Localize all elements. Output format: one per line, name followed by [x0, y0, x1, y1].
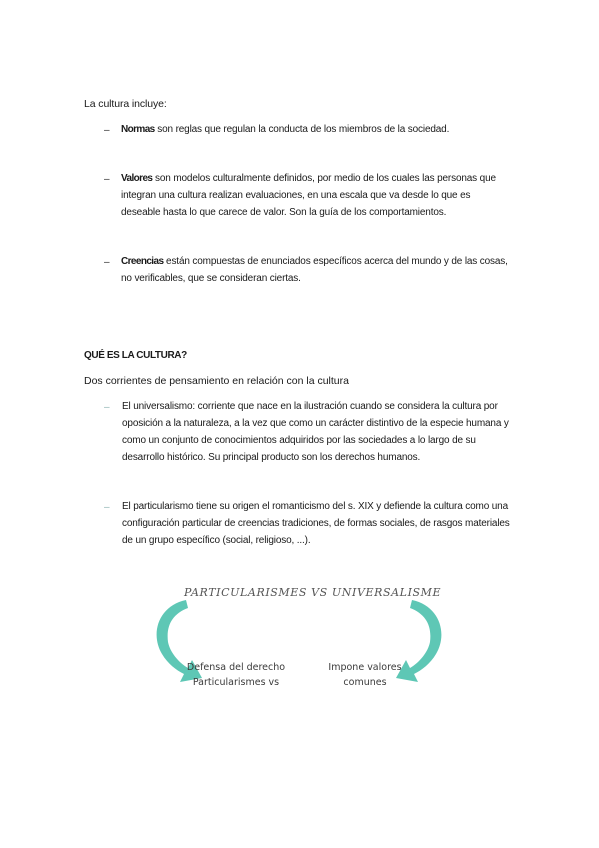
- particularismo-text: El particularismo tiene su origen el romanticismo del s. XIX y defiende la cultura como una configuración particular de creencias tradiciones, de formas sociales, de rasgos materiales de un grupo específico (social, religioso, ...).: [122, 501, 510, 546]
- dash-bullet: –: [104, 502, 110, 513]
- term-creencias: Creencias: [121, 256, 164, 267]
- universalismo-text: El universalismo: corriente que nace en la ilustración cuando se considera la cultura por oposición a la naturaleza, a la vez que como un carácter distintivo de la especie humana y como un conjunto de conocimientos adquiridos por las sociedades a lo largo de su desarrollo histórico. Su principal producto son los derechos humanos.: [122, 401, 509, 463]
- term-valores: Valores: [121, 173, 153, 184]
- left-label-line-1: Defensa del derecho: [186, 662, 286, 673]
- dash-bullet: –: [104, 257, 110, 268]
- left-label-line-2: Particularismes vs: [192, 677, 280, 688]
- list-item-text: [121, 121, 516, 138]
- list-item-text: [121, 170, 501, 221]
- definition-normas: son reglas que regulan la conducta de los miembros de la sociedad.: [154, 124, 450, 135]
- term-normas: Normas: [121, 124, 155, 135]
- right-label-line-2: comunes: [343, 677, 387, 688]
- list-item-text: [121, 253, 516, 287]
- right-label: [320, 660, 410, 690]
- dash-bullet: –: [104, 402, 110, 413]
- intro-text: La cultura incluye:: [84, 98, 167, 110]
- diagram-title: PARTICULARISMES VS UNIVERSALISME: [184, 586, 442, 599]
- definition-valores: son modelos culturalmente definidos, por medio de los cuales las personas que integran una cultura realizan evaluaciones, en una escala que va desde lo que es deseable hasta lo que carece de valor. Son la guía de los comportamientos.: [121, 173, 496, 218]
- section-subheading: Dos corrientes de pensamiento en relación con la cultura: [84, 375, 349, 387]
- dash-bullet: –: [104, 174, 110, 185]
- dash-bullet: –: [104, 125, 110, 136]
- right-label-line-1: Impone valores: [328, 662, 402, 673]
- section-heading: QUÉ ES LA CULTURA?: [84, 350, 187, 361]
- left-label: [186, 660, 286, 690]
- definition-creencias: están compuestas de enunciados específicos acerca del mundo y de las cosas, no verificables, que se consideran ciertas.: [121, 256, 508, 284]
- comparison-diagram: [150, 578, 455, 696]
